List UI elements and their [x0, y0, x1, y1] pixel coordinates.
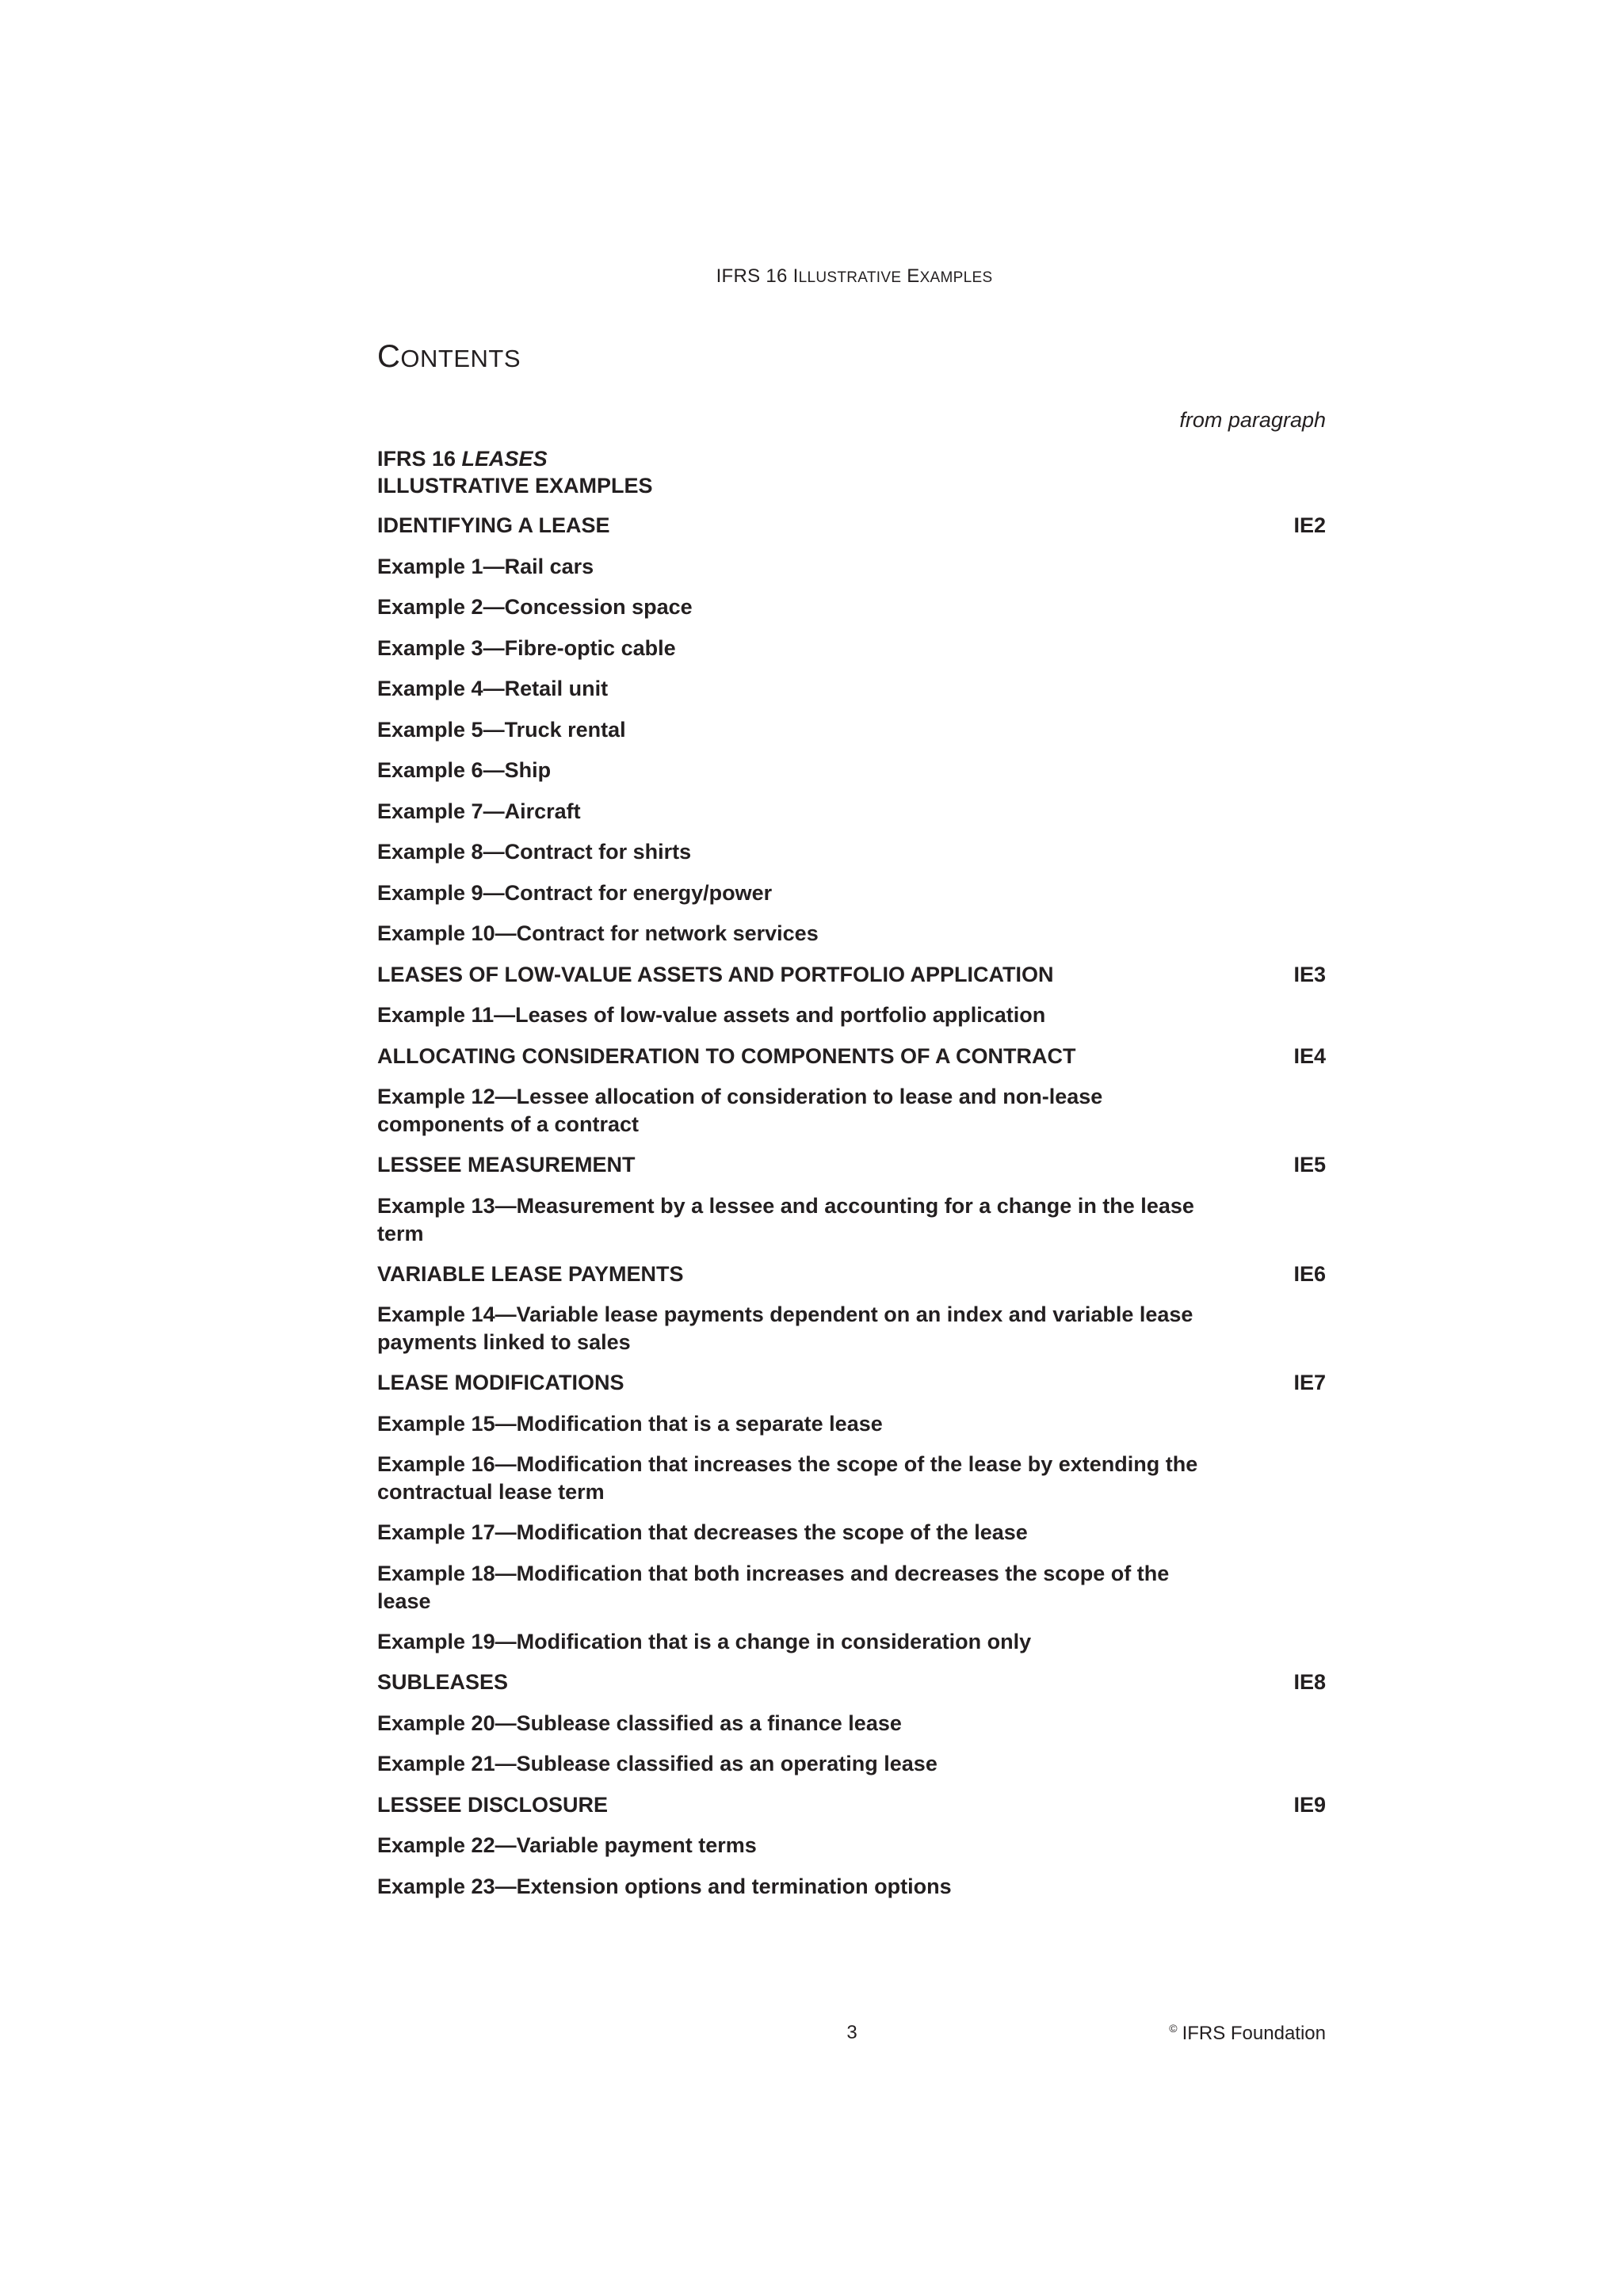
copyright-symbol: © [1169, 2022, 1178, 2035]
column-caption: from paragraph [1179, 408, 1326, 432]
toc-entry-text: Example 12—Lessee allocation of consideration to lease and non-lease components of a contract [377, 1085, 1103, 1136]
toc-paragraph-ref: IE2 [1293, 513, 1326, 537]
running-header-initial-2: E [907, 265, 920, 287]
toc-example-row[interactable] [377, 716, 1326, 744]
toc-section-row[interactable] [377, 1369, 1326, 1397]
toc-example-row[interactable] [377, 1710, 1326, 1737]
toc-paragraph-ref: IE6 [1293, 1261, 1326, 1286]
toc-entry-text: Example 9—Contract for energy/power [377, 880, 773, 905]
toc-entry-text: SUBLEASES [377, 1670, 509, 1694]
toc-entry-text: Example 22—Variable payment terms [377, 1833, 757, 1857]
toc-section-row[interactable] [377, 961, 1326, 989]
copyright-notice [1088, 2022, 1326, 2045]
toc-example-row[interactable] [377, 798, 1326, 826]
toc-entry-text: Example 13—Measurement by a lessee and accounting for a change in the lease term [377, 1193, 1194, 1245]
toc-paragraph-ref: IE5 [1293, 1153, 1326, 1177]
toc-heading-line-1 [377, 445, 653, 472]
copyright-text: IFRS Foundation [1182, 2023, 1326, 2044]
toc-entry-text: Example 7—Aircraft [377, 799, 581, 823]
toc-section-row[interactable] [377, 1151, 1326, 1179]
toc-example-row[interactable] [377, 1410, 1326, 1438]
toc-section-row[interactable] [377, 1669, 1326, 1696]
toc-example-row[interactable] [377, 1301, 1326, 1356]
toc-entry-text: Example 8—Contract for shirts [377, 840, 692, 864]
toc-example-row[interactable] [377, 553, 1326, 581]
toc-heading [377, 445, 653, 499]
toc-entry-text: LEASE MODIFICATIONS [377, 1371, 624, 1394]
contents-title-initial: C [377, 339, 401, 374]
toc-example-row[interactable] [377, 1628, 1326, 1656]
toc-entry-text: Example 10—Contract for network services [377, 921, 819, 945]
toc-paragraph-ref: IE4 [1293, 1043, 1326, 1068]
toc-example-row[interactable] [377, 1001, 1326, 1029]
toc-entry-text: LESSEE MEASUREMENT [377, 1153, 636, 1177]
toc-example-row[interactable] [377, 838, 1326, 866]
toc-entry-text: Example 18—Modification that both increases and decreases the scope of the lease [377, 1561, 1170, 1613]
toc-heading-italic: LEASES [461, 447, 548, 471]
toc-entry-text: Example 4—Retail unit [377, 677, 609, 700]
toc-entry-text: ALLOCATING CONSIDERATION TO COMPONENTS OF A CONTRACT [377, 1043, 1076, 1068]
toc-section-row[interactable] [377, 1791, 1326, 1819]
toc-example-row[interactable] [377, 1519, 1326, 1547]
toc-heading-line-2: ILLUSTRATIVE EXAMPLES [377, 474, 653, 498]
toc-entry-text: Example 19—Modification that is a change in consideration only [377, 1629, 1032, 1653]
toc-example-row[interactable] [377, 879, 1326, 907]
toc-entry-text: Example 2—Concession space [377, 595, 693, 619]
toc-entry-text: Example 23—Extension options and termination options [377, 1874, 952, 1898]
toc-example-row[interactable] [377, 920, 1326, 948]
toc-paragraph-ref: IE9 [1293, 1792, 1326, 1817]
toc-entry-text: Example 16—Modification that increases the scope of the lease by extending the contractual lease term [377, 1452, 1198, 1504]
page-number: 3 [846, 2022, 857, 2043]
contents-title-rest: ONTENTS [400, 345, 521, 372]
running-header-prefix: IFRS 16 [716, 265, 793, 287]
running-header-rest-2: XAMPLES [919, 269, 993, 286]
running-header-rest-1: LLUSTRATIVE [798, 269, 902, 286]
toc-entry-text: Example 1—Rail cars [377, 554, 594, 578]
toc-entry-text: Example 14—Variable lease payments dependent on an index and variable lease payments linked to sales [377, 1302, 1193, 1354]
toc-example-row[interactable] [377, 1750, 1326, 1778]
toc-entry-text: Example 11—Leases of low-value assets and portfolio application [377, 1003, 1046, 1027]
toc-example-row[interactable] [377, 1083, 1326, 1138]
toc-entry-text: Example 15—Modification that is a separate lease [377, 1411, 883, 1436]
toc-paragraph-ref: IE8 [1293, 1670, 1326, 1694]
contents-title [377, 339, 521, 375]
toc-entry-text: IDENTIFYING A LEASE [377, 513, 610, 537]
toc-section-row[interactable] [377, 1261, 1326, 1288]
toc-example-row[interactable] [377, 1873, 1326, 1901]
toc-entry-text: Example 17—Modification that decreases the scope of the lease [377, 1520, 1028, 1544]
toc-section-row[interactable] [377, 512, 1326, 540]
toc-entry-text: Example 21—Sublease classified as an operating lease [377, 1752, 938, 1775]
toc-example-row[interactable] [377, 675, 1326, 703]
toc-example-row[interactable] [377, 757, 1326, 784]
running-header [0, 265, 1623, 288]
toc-example-row[interactable] [377, 1832, 1326, 1859]
toc-entry-text: Example 3—Fibre-optic cable [377, 635, 676, 660]
running-header-initial-1: I [792, 265, 799, 287]
toc-entry-text: Example 5—Truck rental [377, 717, 626, 742]
toc-example-row[interactable] [377, 1451, 1326, 1506]
toc-example-row[interactable] [377, 593, 1326, 621]
toc-heading-prefix: IFRS 16 [377, 447, 462, 471]
toc-section-row[interactable] [377, 1043, 1326, 1070]
toc-paragraph-ref: IE7 [1293, 1371, 1326, 1394]
toc-example-row[interactable] [377, 1560, 1326, 1615]
toc-paragraph-ref: IE3 [1293, 962, 1326, 986]
toc-entry-text: Example 6—Ship [377, 758, 552, 782]
toc-entry-text: Example 20—Sublease classified as a finance lease [377, 1711, 902, 1735]
toc-entry-text: LESSEE DISCLOSURE [377, 1792, 609, 1817]
toc-entry-text: VARIABLE LEASE PAYMENTS [377, 1261, 684, 1286]
toc-entry-text: LEASES OF LOW-VALUE ASSETS AND PORTFOLIO APPLICATION [377, 962, 1054, 986]
toc-example-row[interactable] [377, 1192, 1326, 1248]
toc-example-row[interactable] [377, 635, 1326, 662]
